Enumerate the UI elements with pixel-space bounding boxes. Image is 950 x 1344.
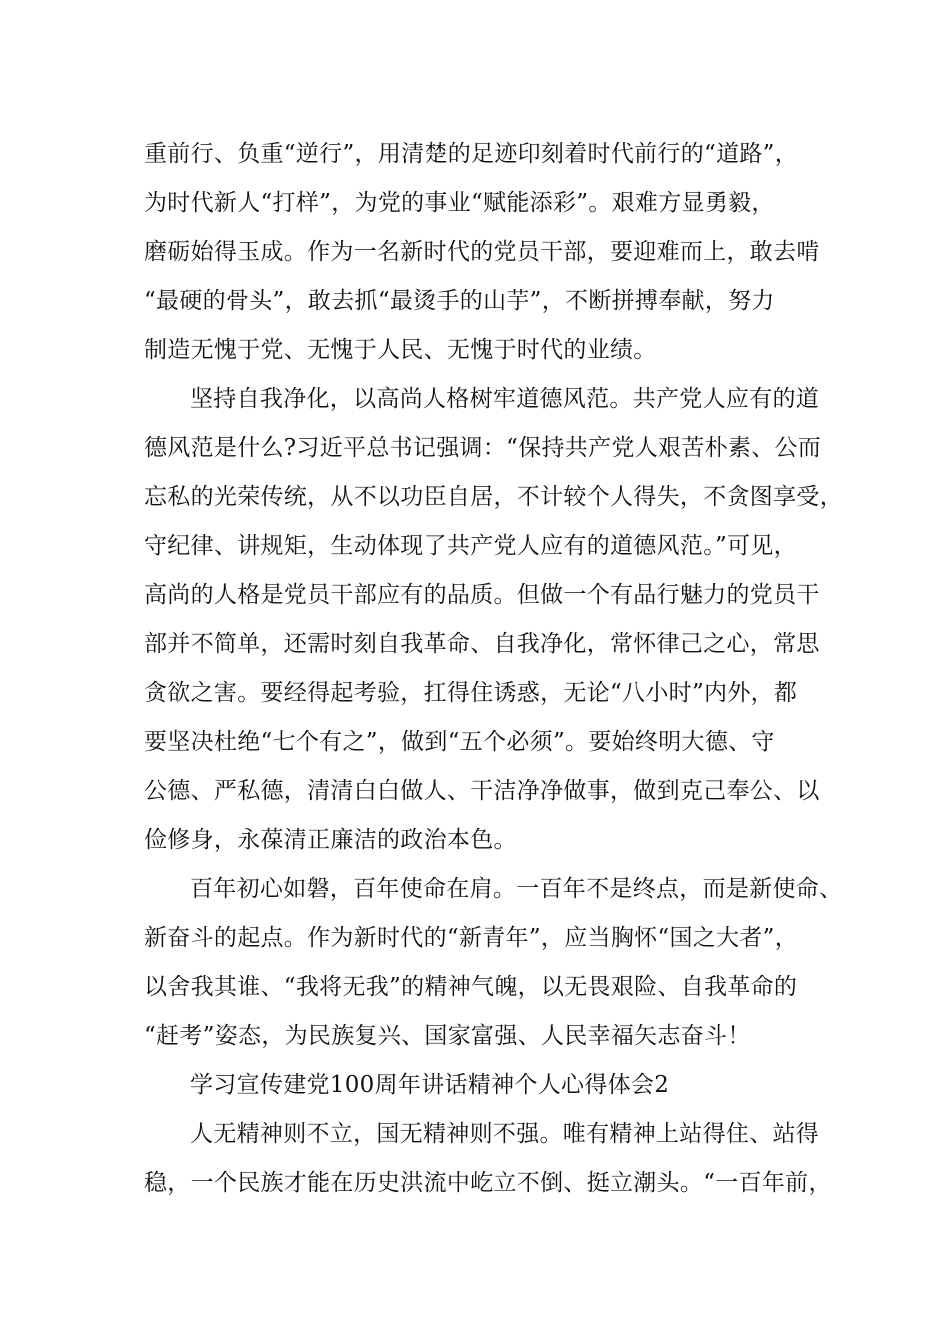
text-line: 以舍我其谁、“我将无我”的精神气魄，以无畏艰险、自我革命的 [144,974,798,1000]
text-line: 稳，一个民族才能在历史洪流中屹立不倒、挺立潮头。“一百年前， [144,1170,832,1196]
text-line: 为时代新人“打样”，为党的事业“赋能添彩”。艰难方显勇毅， [144,190,775,216]
text-line: 重前行、负重“逆行”，用清楚的足迹印刻着时代前行的“道路”， [144,141,799,167]
paragraph-start-line: 人无精神则不立，国无精神则不强。唯有精神上站得住、站得 [190,1121,820,1147]
text-line: 新奋斗的起点。作为新时代的“新青年”，应当胸怀“国之大者”， [144,925,799,951]
text-line: 忘私的光荣传统，从不以功臣自居，不计较个人得失，不贪图享受， [144,484,843,510]
paragraph-start-line: 坚持自我净化，以高尚人格树牢道德风范。共产党人应有的道 [190,386,820,412]
paragraph-start-line: 百年初心如磐，百年使命在肩。一百年不是终点，而是新使命、 [190,876,843,902]
text-line: 磨砺始得玉成。作为一名新时代的党员干部，要迎难而上，敢去啃 [144,239,820,265]
text-line: 守纪律、讲规矩，生动体现了共产党人应有的道德风范。”可见， [144,533,797,559]
text-line: 俭修身，永葆清正廉洁的政治本色。 [144,827,517,853]
text-line: 高尚的人格是党员干部应有的品质。但做一个有品行魅力的党员干 [144,582,820,608]
text-line: “最硬的骨头”，敢去抓“最烫手的山芋”，不断拼搏奉献，努力 [144,288,775,314]
text-line: 德风范是什么?习近平总书记强调：“保持共产党人艰苦朴素、公而 [144,435,822,461]
text-line: 部并不简单，还需时刻自我革命、自我净化，常怀律己之心，常思 [144,631,820,657]
section-heading: 学习宣传建党100周年讲话精神个人心得体会2 [190,1072,670,1098]
text-line: 贪欲之害。要经得起考验，扛得住诱惑，无论“八小时”内外，都 [144,680,798,706]
text-line: 制造无愧于党、无愧于人民、无愧于时代的业绩。 [144,337,657,363]
text-line: 公德、严私德，清清白白做人、干洁净净做事，做到克己奉公、以 [144,778,820,804]
text-line: “赶考”姿态，为民族复兴、国家富强、人民幸福矢志奋斗！ [144,1023,751,1049]
text-line: 要坚决杜绝“七个有之”，做到“五个必须”。要始终明大德、守 [144,729,775,755]
